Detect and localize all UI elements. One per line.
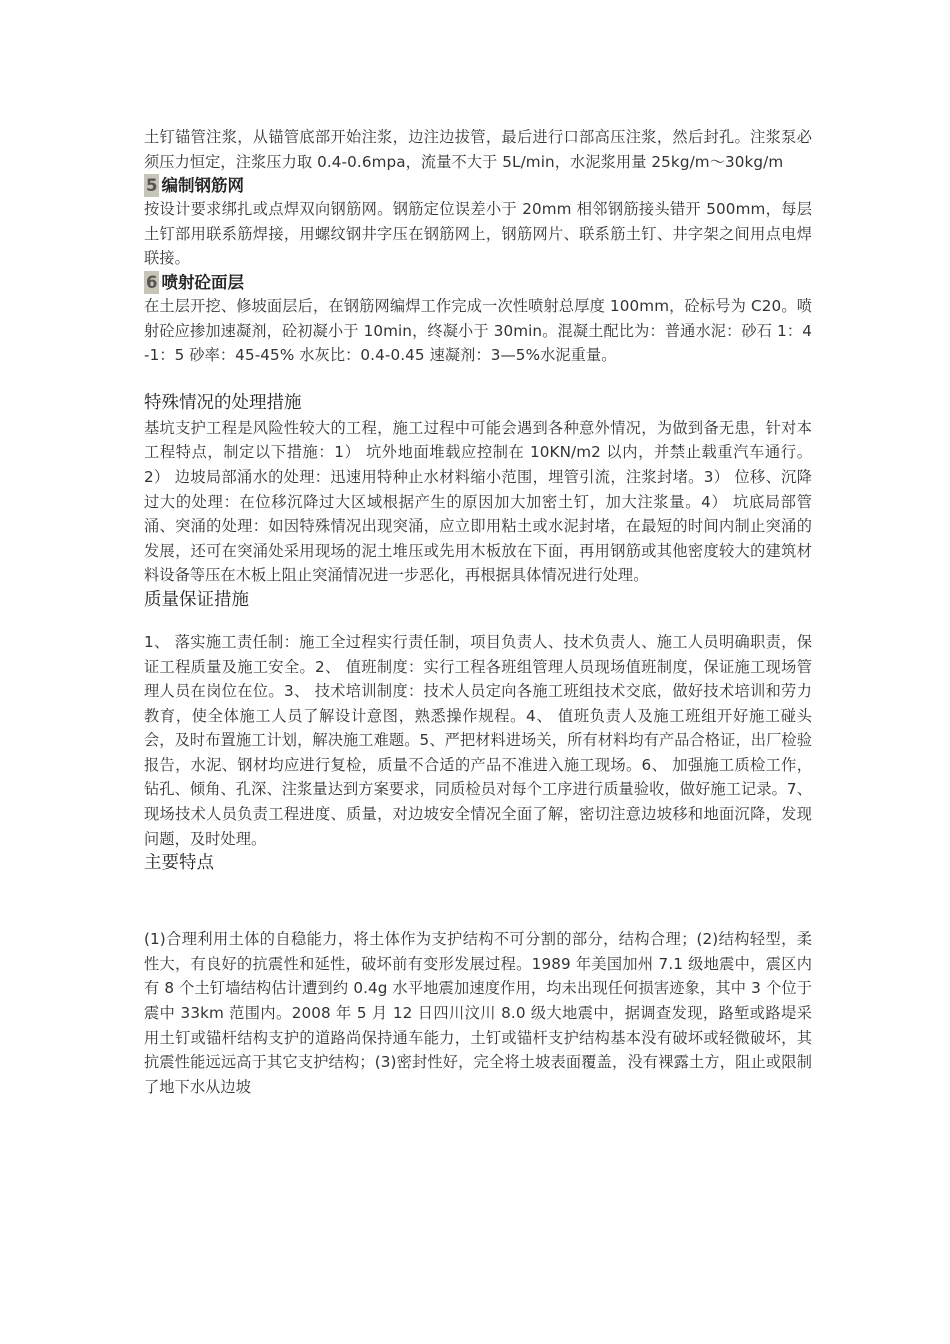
step5-title: 编制钢筋网 xyxy=(161,176,244,196)
spacer xyxy=(144,368,812,391)
step6-number: 6 xyxy=(146,272,158,292)
step6-title: 喷射砼面层 xyxy=(161,272,244,292)
step5-paragraph: 按设计要求绑扎或点焊双向钢筋网。钢筋定位误差小于 20mm 相邻钢筋接头错开 500mm，每层土钉部用联系筋焊接，用螺纹钢井字压在钢筋网上，钢筋网片、联系筋土钉、井字架之间用点电焊联接。 xyxy=(144,200,812,268)
quality-heading: 质量保证措施 xyxy=(144,589,249,610)
special-heading: 特殊情况的处理措施 xyxy=(144,392,302,413)
step6-paragraph: 在土层开挖、修坡面层后，在钢筋网编焊工作完成一次性喷射总厚度 100mm，砼标号为 C20。喷射砼应掺加速凝剂，砼初凝小于 10min，终凝小于 30min。混凝土配比为：普通水泥：砂石 1：4-1：5 砂率：45-45% 水灰比：0.4-0.45 速凝剂：3—5%水泥重量。 xyxy=(144,296,812,365)
special-paragraph: 基坑支护工程是风险性较大的工程，施工过程中可能会遇到各种意外情况，为做到备无患，针对本工程特点，制定以下措施：1） 坑外地面堆载应控制在 10KN/m2 以内，并禁止载重汽车通行。2） 边坡局部涌水的处理：迅速用特种止水材料缩小范围，埋管引流，注浆封堵。3） 位移、沉降过大的处理：在位移沉降过大区域根据产生的原因加大加密土钉，加大注浆量。4） 坑底局部管涌、突涌的处理：如因特殊情况出现突涌，应立即用粘土或水泥封堵，在最短的时间内制止突涌的发展，还可在突涌处采用现场的泥土堆压或先用木板放在下面，再用钢筋或其他密度较大的建筑材料设备等压在木板上阻止突涌情况进一步恶化，再根据具体情况进行处理。 xyxy=(144,418,812,585)
step6-heading xyxy=(144,271,812,294)
step5-heading xyxy=(144,174,812,197)
features-heading: 主要特点 xyxy=(144,853,214,874)
features-paragraph: (1)合理利用土体的自稳能力，将土体作为支护结构不可分割的部分，结构合理；(2)结构轻型，柔性大，有良好的抗震性和延性，破坏前有变形发展过程。1989 年美国加州 7.1 级地震中，震区内有 8 个土钉墙结构估计遭到约 0.4g 水平地震加速度作用，均未出现任何损害迹象，其中 3 个位于震中 33km 范围内。2008 年 5 月 12 日四川汶川 8.0 级大地震中，据调查发现，路堑或路堤采用土钉或锚杆结构支护的道路尚保持通车能力，土钉或锚杆支护结构基本没有破坏或轻微破坏，其抗震性能远远高于其它支护结构；(3)密封性好，完全将土坡表面覆盖，没有裸露土方，阻止或限制了地下水从边坡 xyxy=(144,930,812,1096)
spacer xyxy=(144,613,812,630)
step5-number: 5 xyxy=(146,176,158,196)
spacer xyxy=(144,876,812,927)
quality-paragraph: 1、 落实施工责任制：施工全过程实行责任制，项目负责人、技术负责人、施工人员明确职责，保证工程质量及施工安全。2、 值班制度：实行工程各班组管理人员现场值班制度，保证施工现场管理人员在岗位在位。3、 技术培训制度：技术人员定向各施工班组技术交底，做好技术培训和劳力教育，使全体施工人员了解设计意图，熟悉操作规程。4、 值班负责人及施工班组开好施工碰头会，及时布置施工计划，解决施工难题。5、严把材料进场关，所有材料均有产品合格证，出厂检验报告，水泥、钢材均应进行复检，质量不合适的产品不准进入施工现场。6、 加强施工质检工作，钻孔、倾角、孔深、注浆量达到方案要求，同质检员对每个工序进行质量验收，做好施工记录。7、 现场技术人员负责工程进度、质量，对边坡安全情况全面了解，密切注意边坡移和地面沉降，发现问题，及时处理。 xyxy=(144,632,812,848)
intro-paragraph: 土钉锚管注浆，从锚管底部开始注浆，边注边拔管，最后进行口部高压注浆，然后封孔。注浆泵必须压力恒定，注浆压力取 0.4-0.6mpa，流量不大于 5L/min，水泥浆用量 25kg/m～30kg/m xyxy=(144,128,812,171)
document-body xyxy=(144,125,812,1099)
